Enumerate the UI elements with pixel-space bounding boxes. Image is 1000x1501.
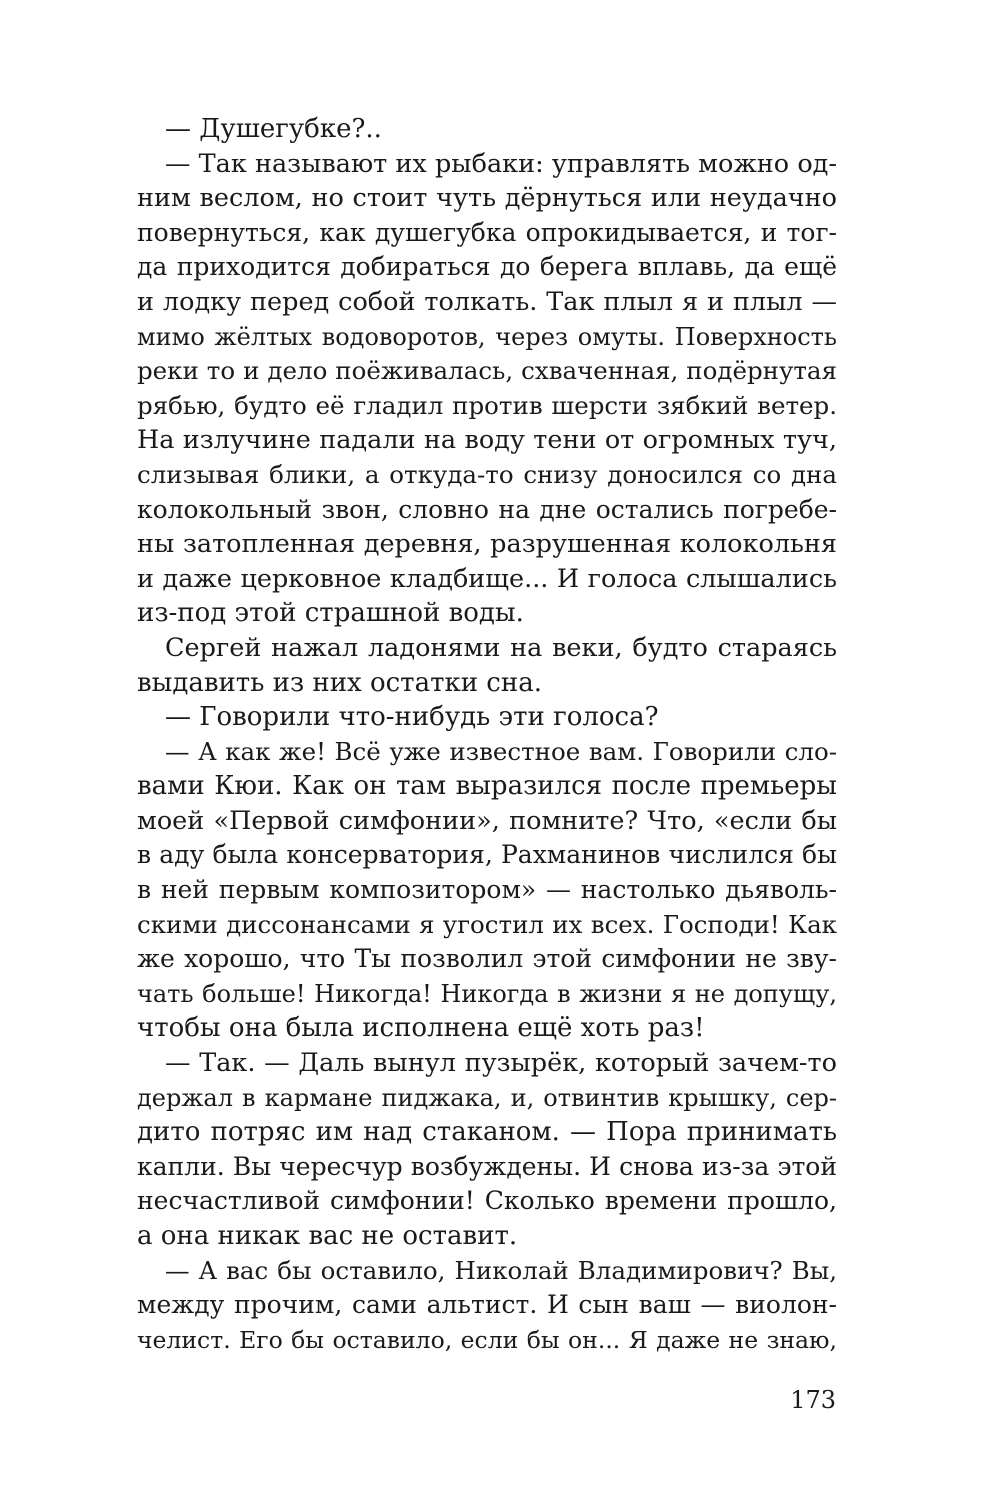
- text-line: мимо жёлтых водоворотов, через омуты. Поверхность: [137, 322, 837, 351]
- page-number: 173: [790, 1386, 836, 1414]
- text-line: держал в кармане пиджака, и, отвинтив крышку, сер-: [137, 1083, 837, 1112]
- text-line: из-под этой страшной воды.: [137, 598, 524, 629]
- text-line: ны затопленная деревня, разрушенная колокольня: [137, 529, 837, 560]
- text-line: да приходится добираться до берега вплавь, да ещё: [137, 252, 837, 282]
- text-line: — А вас бы оставило, Николай Владимирович? Вы,: [165, 1255, 837, 1285]
- text-line: а она никак вас не оставит.: [137, 1221, 518, 1251]
- text-line: вами Кюи. Как он там выразился после премьеры: [137, 771, 837, 802]
- text-line: — Так называют их рыбаки: управлять можно од-: [165, 148, 837, 179]
- text-line: рябью, будто её гладил против шерсти зябкий ветер.: [137, 390, 837, 420]
- text-line: в аду была консерватория, Рахманинов числился бы: [137, 840, 837, 870]
- text-line: На излучине падали на воду тени от огромных туч,: [137, 425, 837, 456]
- text-line: — Говорили что-нибудь эти голоса?: [165, 702, 659, 733]
- text-line: реки то и дело поёживалась, схваченная, подёрнутая: [137, 356, 837, 386]
- text-line: повернуться, как душегубка опрокидывается, и тог-: [137, 217, 837, 247]
- text-line: — А как же! Всё уже известное вам. Говорили сло-: [165, 736, 837, 766]
- text-line: и лодку перед собой толкать. Так плыл я и плыл —: [137, 286, 837, 317]
- body-text: [137, 112, 837, 1357]
- text-line: скими диссонансами я угостил их всех. Господи! Как: [137, 909, 837, 939]
- text-line: между прочим, сами альтист. И сын ваш — виолон-: [137, 1290, 837, 1320]
- text-line: же хорошо, что Ты позволил этой симфонии не зву-: [137, 944, 837, 974]
- text-line: — Так. — Даль вынул пузырёк, который зачем-то: [165, 1048, 837, 1079]
- text-line: — Душегубке?..: [165, 114, 382, 144]
- text-line: колокольный звон, словно на дне остались погребе-: [137, 494, 837, 524]
- text-line: выдавить из них остатки сна.: [137, 667, 542, 698]
- text-line: Сергей нажал ладонями на веки, будто стараясь: [165, 632, 837, 663]
- text-line: чать больше! Никогда! Никогда в жизни я не допущу,: [137, 979, 837, 1008]
- text-line: несчастливой симфонии! Сколько времени прошло,: [137, 1186, 837, 1216]
- text-line: дито потряс им над стаканом. — Пора принимать: [137, 1117, 837, 1148]
- text-line: и даже церковное кладбище... И голоса слышались: [137, 563, 837, 594]
- text-line: капли. Вы чересчур возбуждены. И снова из-за этой: [137, 1151, 837, 1181]
- text-line: ним веслом, но стоит чуть дёрнуться или неудачно: [137, 183, 837, 214]
- text-line: слизывая блики, а откуда-то снизу доносился со дна: [137, 459, 837, 489]
- text-line: чтобы она была исполнена ещё хоть раз!: [137, 1013, 705, 1044]
- text-line: челист. Его бы оставило, если бы он... Я даже не знаю,: [137, 1325, 837, 1354]
- text-line: в ней первым композитором» — настолько дьяволь-: [137, 875, 837, 905]
- text-line: моей «Первой симфонии», помните? Что, «если бы: [137, 805, 837, 836]
